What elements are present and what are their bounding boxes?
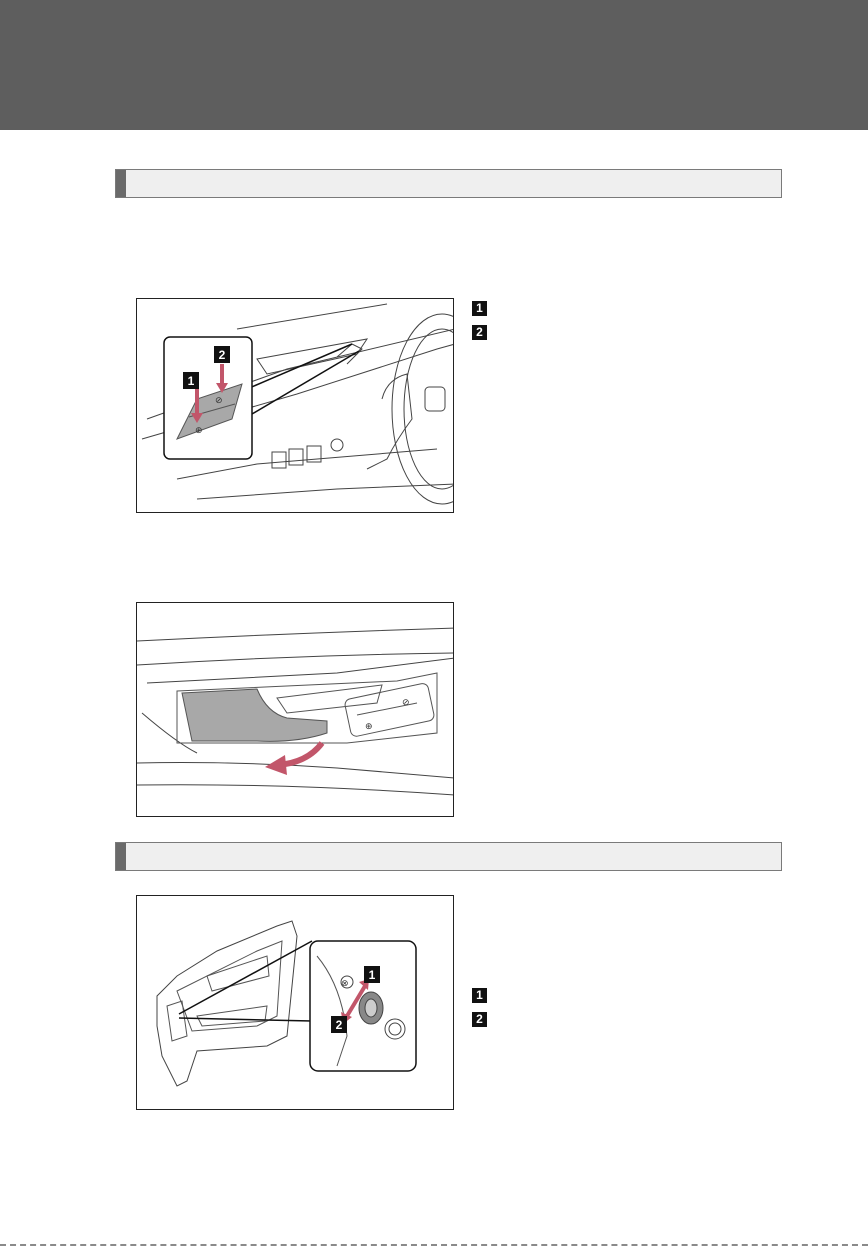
inside-door-handle-illustration xyxy=(136,602,454,817)
callout-label-2: 2 xyxy=(218,348,226,362)
child-safety-lock-illustration xyxy=(136,895,454,1110)
legend-number-badge: 1 xyxy=(472,301,487,316)
page-bottom-rule xyxy=(0,1244,868,1246)
legend-item xyxy=(472,324,487,340)
section-heading-bar xyxy=(115,169,782,198)
chapter-header-band xyxy=(0,0,868,130)
legend-number-badge: 1 xyxy=(472,988,487,1003)
callout-label-1: 1 xyxy=(187,374,195,388)
legend-number-badge: 2 xyxy=(472,325,487,340)
legend-top xyxy=(472,300,487,348)
legend-item xyxy=(472,987,487,1003)
legend-bottom xyxy=(472,987,487,1035)
svg-text:⊘: ⊘ xyxy=(215,396,223,406)
svg-text:⊗: ⊗ xyxy=(341,979,349,989)
section-heading-accent xyxy=(116,170,126,197)
svg-text:⊘: ⊘ xyxy=(402,698,410,708)
svg-text:⊕: ⊕ xyxy=(365,722,373,732)
section-heading-accent xyxy=(116,843,126,870)
svg-text:⊕: ⊕ xyxy=(195,426,203,436)
door-lock-switch-illustration xyxy=(136,298,454,513)
legend-number-badge: 2 xyxy=(472,1012,487,1027)
callout-label-2: 2 xyxy=(335,1018,343,1032)
legend-item xyxy=(472,300,487,316)
callout-label-1: 1 xyxy=(368,968,376,982)
legend-item xyxy=(472,1011,487,1027)
section-heading-bar xyxy=(115,842,782,871)
